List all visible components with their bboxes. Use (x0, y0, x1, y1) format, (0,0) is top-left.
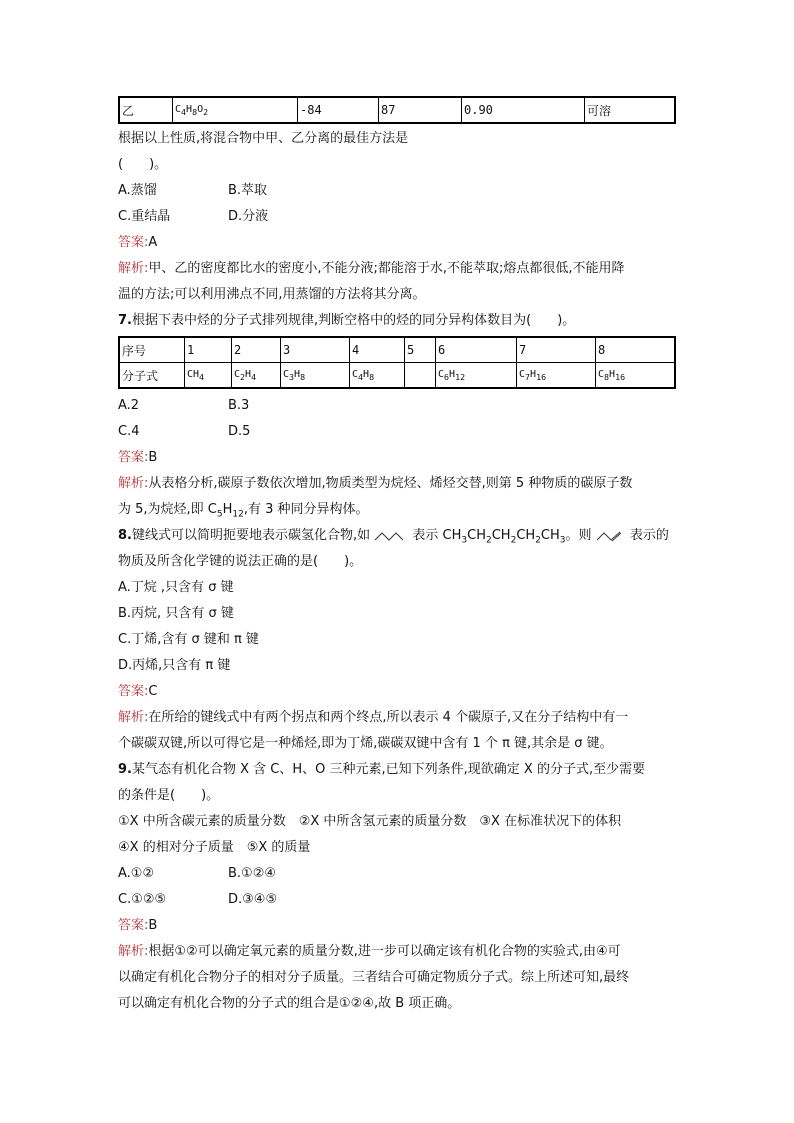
answer-line (118, 679, 678, 705)
option-c: C.重结晶 (118, 209, 171, 224)
option-b: B.①②④ (228, 866, 277, 881)
question-number: 9. (118, 762, 132, 777)
question-number: 7. (118, 313, 132, 328)
answer-value: B (148, 450, 158, 465)
analysis-text: 在所给的键线式中有两个拐点和两个终点,所以表示 4 个碳原子,又在分子结构中有一 (148, 710, 629, 725)
analysis-line (118, 256, 678, 282)
question-stem (118, 308, 678, 334)
option-b: B.萃取 (228, 183, 268, 198)
option-d: D.5 (228, 424, 251, 439)
option-b: B.3 (228, 398, 250, 413)
table-cell: 4 (350, 337, 405, 363)
question-number: 8. (118, 528, 132, 543)
option-d: D.③④⑤ (228, 892, 278, 907)
analysis-line (118, 939, 678, 965)
answer-value: B (148, 918, 158, 933)
properties-table (118, 96, 676, 124)
formula-cell: $C_8H_{16}$ (596, 363, 676, 389)
conditions-line: ①X 中所含碳元素的质量分数 ②X 中所含氢元素的质量分数 ③X 在标准状况下的体积 (118, 814, 622, 829)
option-a: A.2 (118, 398, 140, 413)
analysis-label: 解析: (118, 476, 149, 491)
analysis-label: 解析: (118, 261, 149, 276)
conditions-line: ④X 的相对分子质量 ⑤X 的质量 (118, 840, 311, 855)
question-stem: 的条件是( )。 (118, 788, 220, 803)
table-cell: 乙 (119, 97, 173, 123)
option-a: A.①② (118, 866, 155, 881)
question-text: 根据下表中烃的分子式排列规律,判断空格中的烃的同分异构体数目为( )。 (131, 313, 576, 328)
question-text: 键线式可以简明扼要地表示碳氢化合物,如 (131, 528, 371, 543)
analysis-text: 从表格分析,碳原子数依次增加,物质类型为烷烃、烯烃交替,则第 5 种物质的碳原子数 (148, 476, 633, 491)
table-cell: 2 (232, 337, 281, 363)
question-stem (118, 523, 678, 549)
formula-cell: $C_4H_8$ (350, 363, 405, 389)
formula-cell: $C_3H_8$ (281, 363, 350, 389)
table-cell: $C_4H_8O_2$ (173, 97, 298, 123)
table-cell: 0.90 (462, 97, 585, 123)
pentane-skeletal-structure-icon (374, 530, 408, 542)
analysis-line: 个碳碳双键,所以可得它是一种烯烃,即为丁烯,碳碳双键中含有 1 个 π 键,其余是 σ 键。 (118, 736, 613, 751)
formula-cell: $CH_4$ (185, 363, 232, 389)
answer-label: 答案: (118, 235, 149, 250)
option-a: A.蒸馏 (118, 183, 157, 198)
option-d: D.丙烯,只含有 π 键 (118, 658, 231, 673)
formula-cell: $C_2H_4$ (232, 363, 281, 389)
table-header-cell: 序号 (119, 337, 185, 363)
analysis-text: 甲、乙的密度都比水的密度小,不能分液;都能溶于水,不能萃取;熔点都很低,不能用降 (148, 261, 625, 276)
option-c: C.4 (118, 424, 140, 439)
analysis-line: 可以确定有机化合物的分子式的组合是①②④,故 B 项正确。 (118, 996, 461, 1011)
table-cell: 1 (185, 337, 232, 363)
options-row (118, 393, 678, 419)
question-stem: 根据以上性质,将混合物中甲、乙分离的最佳方法是 (118, 131, 409, 146)
table-cell: -84 (298, 97, 379, 123)
options-row (118, 861, 678, 887)
options-row (118, 178, 678, 204)
answer-value: A (148, 235, 158, 250)
analysis-line (118, 705, 678, 731)
options-row (118, 419, 678, 445)
option-c: C.①②⑤ (118, 892, 167, 907)
analysis-line: 温的方法;可以利用沸点不同,用蒸馏的方法将其分离。 (118, 287, 426, 302)
answer-label: 答案: (118, 918, 149, 933)
table-cell: 6 (436, 337, 517, 363)
question-stem (118, 757, 678, 783)
formula-cell: $C_6H_{12}$ (436, 363, 517, 389)
analysis-text: 根据①②可以确定氧元素的质量分数,进一步可以确定该有机化合物的实验式,由④可 (148, 944, 621, 959)
option-c: C.丁烯,含有 σ 键和 π 键 (118, 632, 259, 647)
question-stem: 物质及所含化学键的说法正确的是( )。 (118, 554, 363, 569)
table-row (119, 97, 675, 123)
answer-line (118, 445, 678, 471)
options-row (118, 204, 678, 230)
analysis-label: 解析: (118, 944, 149, 959)
table-cell: 可溶 (585, 97, 676, 123)
table-row (119, 337, 675, 363)
answer-value: C (148, 684, 158, 699)
hydrocarbon-table (118, 336, 676, 389)
question-text: 表示的 (629, 528, 669, 543)
answer-label: 答案: (118, 684, 149, 699)
answer-label: 答案: (118, 450, 149, 465)
answer-line (118, 230, 678, 256)
analysis-line: 以确定有机化合物分子的相对分子质量。三者结合可确定物质分子式。综上所述可知,最终 (118, 970, 630, 985)
question-text: 表示 $CH_3CH_2CH_2CH_2CH_3$。则 (412, 528, 592, 546)
table-cell: 87 (379, 97, 462, 123)
options-row (118, 887, 678, 913)
question-paren: ( )。 (118, 157, 168, 172)
formula-cell: $C_7H_{16}$ (517, 363, 596, 389)
option-d: D.分液 (228, 209, 269, 224)
question-text: 某气态有机化合物 X 含 C、H、O 三种元素,已知下列条件,现欲确定 X 的分子式,至少需要 (131, 762, 646, 777)
analysis-line (118, 471, 678, 497)
analysis-label: 解析: (118, 710, 149, 725)
analysis-line: 为 5,为烷烃,即 $C_5H_{12}$,有 3 种同分异构体。 (118, 502, 369, 520)
table-cell: 5 (405, 337, 436, 363)
table-cell: 8 (596, 337, 676, 363)
option-a: A.丁烷 ,只含有 σ 键 (118, 580, 234, 595)
answer-line (118, 913, 678, 939)
document-page (118, 96, 678, 1017)
table-cell: 3 (281, 337, 350, 363)
table-row (119, 363, 675, 389)
butene-skeletal-structure-icon (596, 530, 626, 542)
option-b: B.丙烷, 只含有 σ 键 (118, 606, 234, 621)
table-header-cell: 分子式 (119, 363, 185, 389)
formula-cell-blank (405, 363, 436, 389)
table-cell: 7 (517, 337, 596, 363)
